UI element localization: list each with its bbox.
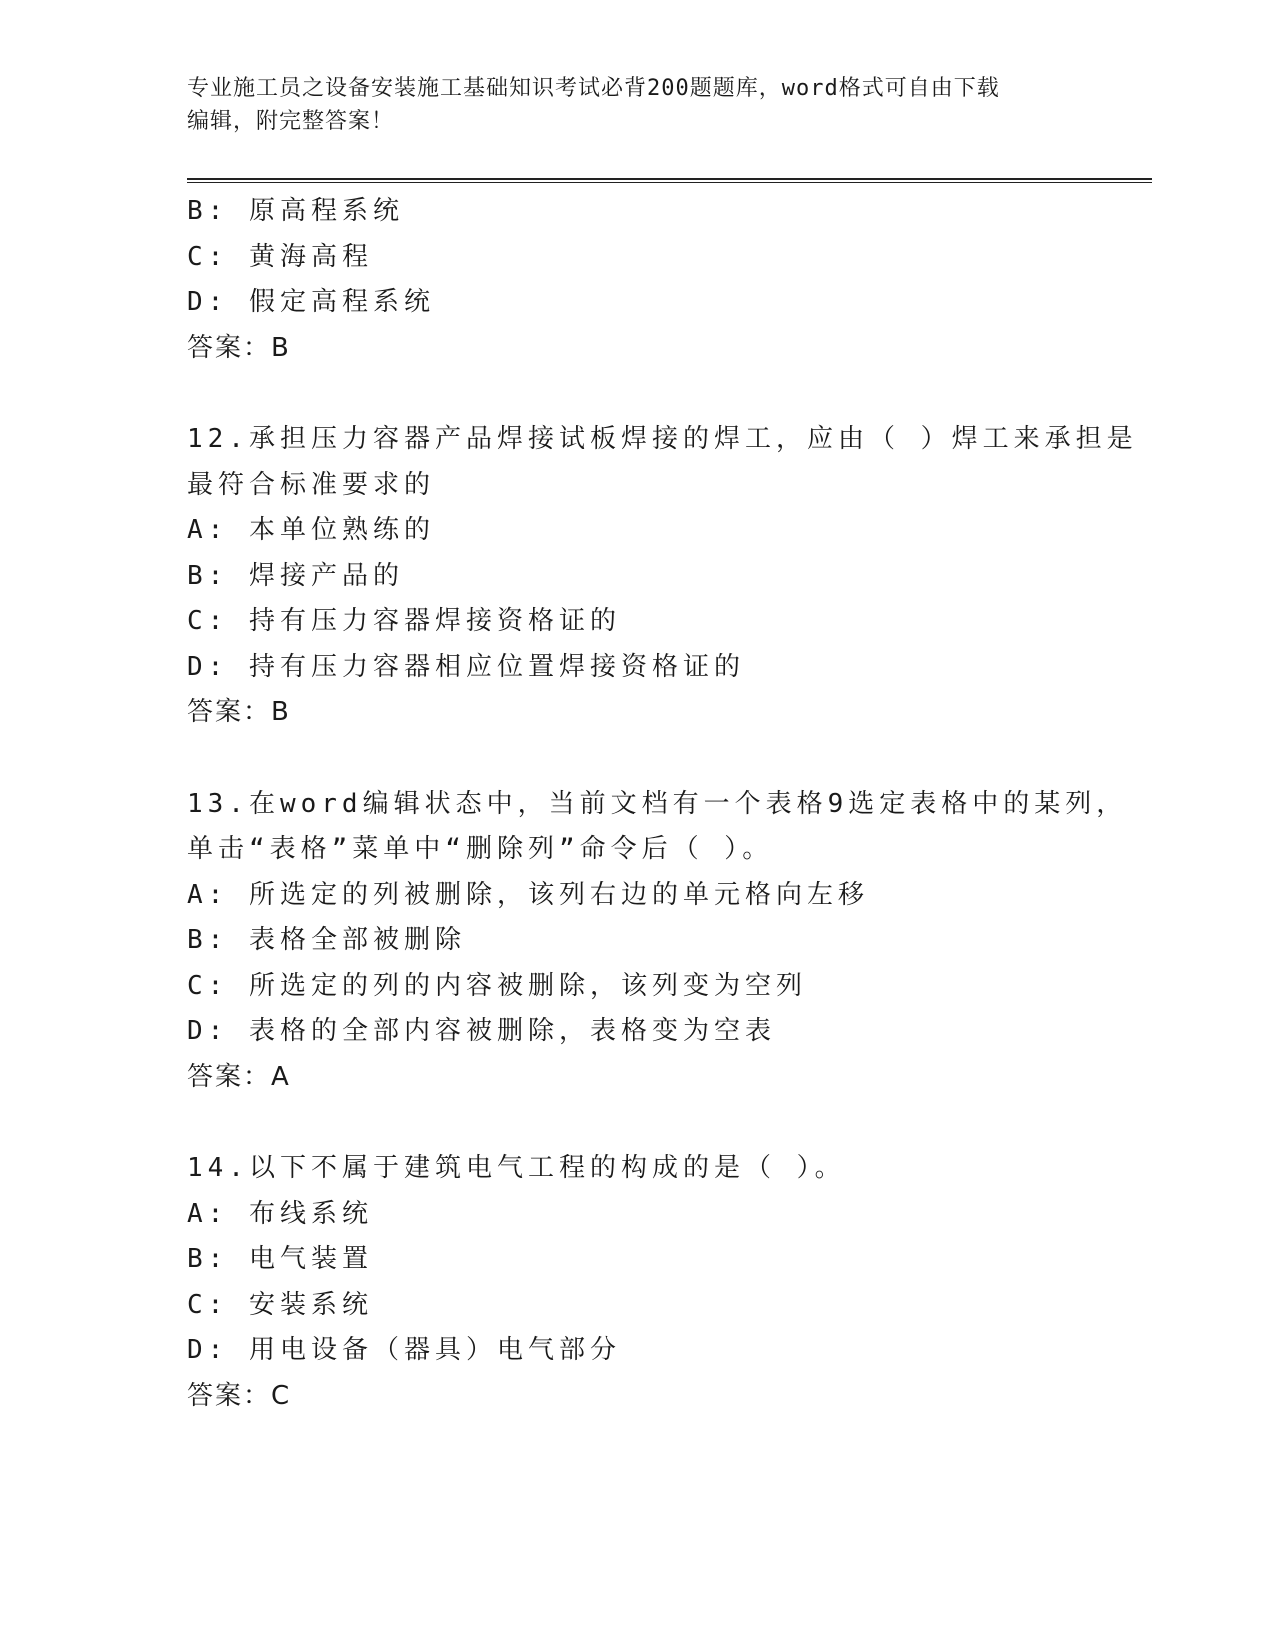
option-c: C: 黄海高程 xyxy=(187,241,373,272)
option-c: C: 所选定的列的内容被删除，该列变为空列 xyxy=(187,970,807,1001)
option-b: B: 电气装置 xyxy=(187,1244,373,1274)
header-line-2: 编辑，附完整答案！ xyxy=(187,109,395,134)
option-c: C: 持有压力容器焊接资格证的 xyxy=(187,606,621,636)
question-stem: 单击“表格”菜单中“删除列”命令后（ ）。 xyxy=(187,834,774,864)
document-body xyxy=(187,189,1138,1419)
option-a: A: 布线系统 xyxy=(187,1198,373,1229)
spacer xyxy=(187,736,1087,782)
option-b: B: 焊接产品的 xyxy=(187,560,404,591)
header-divider xyxy=(187,178,1152,183)
spacer xyxy=(187,1100,1087,1146)
option-c: C: 安装系统 xyxy=(187,1289,373,1320)
question-stem: 13.在word编辑状态中，当前文档有一个表格9选定表格中的某列， xyxy=(187,788,1128,819)
option-d: D: 持有压力容器相应位置焊接资格证的 xyxy=(187,651,745,682)
option-a: A: 本单位熟练的 xyxy=(187,515,435,545)
option-b: B: 原高程系统 xyxy=(187,196,404,226)
answer-line: 答案：A xyxy=(187,1061,291,1092)
question-14 xyxy=(187,1146,1087,1419)
header-line-1: 专业施工员之设备安装施工基础知识考试必背200题题库，word格式可自由下载 xyxy=(187,76,1000,101)
document-header xyxy=(187,72,1067,138)
answer-line: 答案：B xyxy=(187,332,291,363)
question-stem: 14.以下不属于建筑电气工程的构成的是（ ）。 xyxy=(187,1153,846,1183)
answer-line: 答案：C xyxy=(187,1380,292,1411)
answer-line: 答案：B xyxy=(187,697,291,727)
option-b: B: 表格全部被删除 xyxy=(187,925,466,955)
question-stem: 12.承担压力容器产品焊接试板焊接的焊工，应由（ ）焊工来承担是 xyxy=(187,424,1138,454)
option-d: D: 用电设备（器具）电气部分 xyxy=(187,1335,621,1365)
question-12 xyxy=(187,417,1138,736)
option-d: D: 假定高程系统 xyxy=(187,287,435,317)
question-stem: 最符合标准要求的 xyxy=(187,469,436,500)
question-13 xyxy=(187,782,1128,1101)
option-a: A: 所选定的列被删除，该列右边的单元格向左移 xyxy=(187,879,869,910)
spacer xyxy=(187,371,1087,417)
partial-question xyxy=(187,189,1087,371)
option-d: D: 表格的全部内容被删除，表格变为空表 xyxy=(187,1016,776,1046)
